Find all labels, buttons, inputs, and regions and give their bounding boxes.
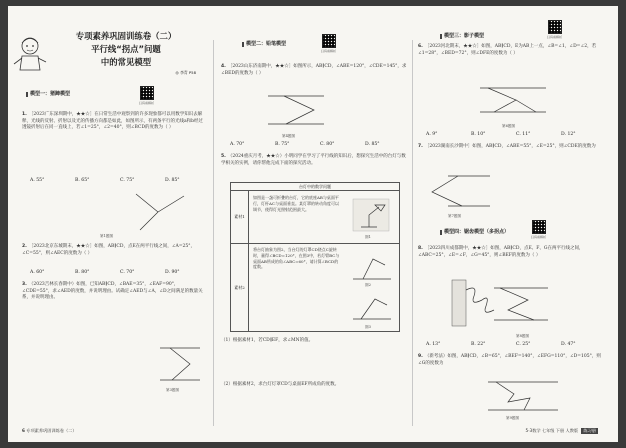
table-row-1-text: 如图是一盏可折叠的台灯，它的底座AB与桌面平行，灯杆AC与桌面垂直。某灯罩的转动角度可以调节，使得灯光照射范围最大。 <box>253 195 339 212</box>
choice-b[interactable]: B. 65° <box>75 178 90 183</box>
choice-b[interactable]: B. 75° <box>275 142 290 147</box>
qr-code-icon[interactable] <box>322 34 336 48</box>
figure-9-caption: 第9题图 <box>506 416 520 420</box>
figure-3b-diagram <box>351 289 393 323</box>
question-5-sub-1: （1）根据素材1，若CD∥EF，求∠MN的值。 <box>221 338 314 343</box>
title-line-1: 专项素养巩固训练卷（二） <box>75 31 177 41</box>
qr-caption: 扫码看解析 <box>321 49 337 53</box>
choice-c[interactable]: C. 75° <box>120 178 135 183</box>
question-text: ［2023北京东城期末，★★☆］如图，AB∥CD，点E在两平行线之间，∠A=25°，∠C=55°，则∠AEC的度数为（ ） <box>22 244 196 256</box>
figure-4-diagram <box>264 90 334 130</box>
table-header: 台灯中的数学问题 <box>231 183 399 191</box>
footer-subject-text: 5·3数学 七年级 下册 人教版 <box>525 428 579 433</box>
qr-code-icon[interactable] <box>532 220 546 234</box>
choice-c[interactable]: C. 80° <box>320 142 335 147</box>
table-row-1-label: 素材1 <box>231 191 249 243</box>
question-number: 4. <box>221 64 226 69</box>
worksheet-page <box>8 6 618 442</box>
choice-b[interactable]: B. 10° <box>471 132 486 137</box>
figure-2-diagram <box>351 247 393 283</box>
question-text: （2024重庆月考，★★☆）小明同学在学习了平行线的知识后，想探究生活中的台灯与数学相关的实例，请你帮他完成下面的探究活动。 <box>221 154 406 166</box>
choice-d[interactable]: D. 85° <box>165 178 180 183</box>
question-5 <box>221 154 407 167</box>
choice-d[interactable]: D. 12° <box>561 132 576 137</box>
choice-b[interactable]: B. 22° <box>471 342 486 347</box>
choice-d[interactable]: D. 90° <box>165 270 180 275</box>
choice-b[interactable]: B. 80° <box>75 270 90 275</box>
question-text: ［2023四川成都期中，★★☆］如图，AB∥CD，点E、F、G在两平行线之间，∠ABC=25°，∠E=∠F，∠G=45°，则∠BEF的度数为（ ） <box>418 246 584 258</box>
choice-d[interactable]: D. 47° <box>561 342 576 347</box>
figure-3-diagram <box>156 344 204 384</box>
question-4-choices <box>230 142 410 148</box>
question-number: 9. <box>418 354 423 359</box>
question-4 <box>221 64 407 77</box>
question-text: ［2023山东济南期中，★★☆］如图所示，AB∥CD，∠ABE=120°，∠CDE=145°，求∠BED的度数为（ ） <box>221 64 407 76</box>
choice-a[interactable]: A. 13° <box>426 342 441 347</box>
choice-c[interactable]: C. 25° <box>516 342 531 347</box>
question-3 <box>22 282 204 302</box>
question-5-sub-2: （2）根据素材2，求台灯灯罩CD与桌面EF所成角的度数。 <box>221 382 340 387</box>
question-number: 5. <box>221 154 226 159</box>
table-divider <box>231 243 399 244</box>
figure-7-diagram <box>428 170 494 212</box>
question-8 <box>418 246 608 259</box>
figure-1-caption: 第1题图 <box>100 234 114 238</box>
question-1 <box>22 112 204 132</box>
qr-caption: 扫码看解析 <box>547 35 563 39</box>
qr-caption: 扫码看解析 <box>531 235 547 239</box>
qr-code-icon[interactable] <box>548 20 562 34</box>
question-6-choices <box>426 132 606 138</box>
column-divider <box>412 40 413 426</box>
question-text: （新考法）如图，AB∥CD，∠B=65°，∠BEF=140°，∠EFG=110°，∠D=105°，则∠G的度数为 <box>418 354 601 366</box>
question-7 <box>418 144 608 151</box>
page-number: 6 <box>22 428 25 433</box>
question-number: 1. <box>22 112 27 117</box>
title-line-3: 中的常见模型 <box>100 57 152 67</box>
figure-1-diagram <box>128 190 188 232</box>
figure-8-caption: 第8题图 <box>516 334 530 338</box>
question-text: ［2023河北期末，★★☆］如图，AB∥CD，E为AB上一点，∠B=∠1，∠D=∠2，若∠1=28°，∠BED=72°，则∠DFE的度数为（ ） <box>418 44 597 56</box>
figure-4-caption: 第4题图 <box>282 134 296 138</box>
question-text: ［2023湖南长沙期中］如图，AB∥CD，∠ABE=55°，∠E=25°，则∠CDE的度数为 <box>424 144 596 149</box>
choice-a[interactable]: A. 70° <box>230 142 245 147</box>
qr-code-icon[interactable] <box>140 86 154 100</box>
column-divider <box>213 40 214 426</box>
table-row-2-caption-1: 图2 <box>365 283 371 287</box>
module-1-heading: 模型一：猪蹄模型 <box>30 91 71 97</box>
materials-table <box>230 182 400 332</box>
question-number: 3. <box>22 282 27 287</box>
choice-d[interactable]: D. 85° <box>365 142 380 147</box>
title-author: ◎ 李青 P58 <box>175 70 196 75</box>
figure-3-caption: 第3题图 <box>166 388 180 392</box>
footer-title: 专项素养巩固训练卷（二） <box>26 428 77 433</box>
desk-lamp-photo <box>351 197 391 233</box>
figure-9-diagram <box>484 376 564 416</box>
choice-c[interactable]: C. 11° <box>516 132 531 137</box>
question-number: 8. <box>418 246 423 251</box>
table-row-2-text: 将台灯抽象为图2，当台灯的灯罩CD绕点C旋转时，量得∠BCD=120°，在图3中，若灯臂BC与桌面AB所成的角∠ABC=60°，请计算∠BCD的度数。 <box>253 247 340 270</box>
student-cartoon-illustration <box>10 34 50 72</box>
question-number: 7. <box>418 144 423 149</box>
choice-c[interactable]: C. 70° <box>120 270 135 275</box>
footer-badge: 练习册 <box>583 428 596 433</box>
figure-6-diagram <box>476 80 550 120</box>
question-9 <box>418 354 608 367</box>
footer-subject <box>526 426 598 436</box>
question-number: 2. <box>22 244 27 249</box>
choice-a[interactable]: A. 9° <box>426 132 438 137</box>
choice-a[interactable]: A. 55° <box>30 178 45 183</box>
module-2-heading: 模型二：铅笔模型 <box>246 41 287 47</box>
question-text: ［2023广东深圳期中，★★☆］在日常生活中观察到的许多现象都可以用数学知识去解释，光线的反射、折射以及光的传播方向都是如此，如图所示，有两条平行的光线a和b经过透镜折射后在同一直线上，若∠1=25°，∠2=40°，则∠BCD的度数为（ ） <box>22 112 204 130</box>
qr-caption: 扫码看解析 <box>139 101 155 105</box>
choice-a[interactable]: A. 60° <box>30 270 45 275</box>
figure-7-caption: 第7题图 <box>448 214 462 218</box>
worksheet-title <box>56 30 196 76</box>
question-1-choices <box>30 178 210 184</box>
table-row-2-label: 素材2 <box>231 243 249 332</box>
question-8-choices <box>426 342 606 348</box>
figure-6-caption: 第6题图 <box>502 124 516 128</box>
question-2 <box>22 244 204 257</box>
figure-8-diagram <box>448 276 554 330</box>
question-2-choices <box>30 270 210 276</box>
question-6 <box>418 44 608 57</box>
table-row-1-caption: 图1 <box>365 235 371 239</box>
question-text: （2023吉林长春期中）如图，已知AB∥CD，∠BAE=35°，∠EAF=90°，∠CDE=55°，求∠AED的度数，并说明理由。试确定∠AED与∠A，∠D之间满足的数量关系，并说明理由。 <box>22 282 203 300</box>
table-row-2-caption-2: 图3 <box>365 325 371 329</box>
page-footer <box>22 426 608 436</box>
module-3-heading: 模型三：影子模型 <box>444 33 485 39</box>
title-line-2: 平行线“拐点”问题 <box>91 44 161 54</box>
module-4-heading: 模型四：锯齿模型（多拐点） <box>444 229 510 235</box>
question-number: 6. <box>418 44 423 49</box>
